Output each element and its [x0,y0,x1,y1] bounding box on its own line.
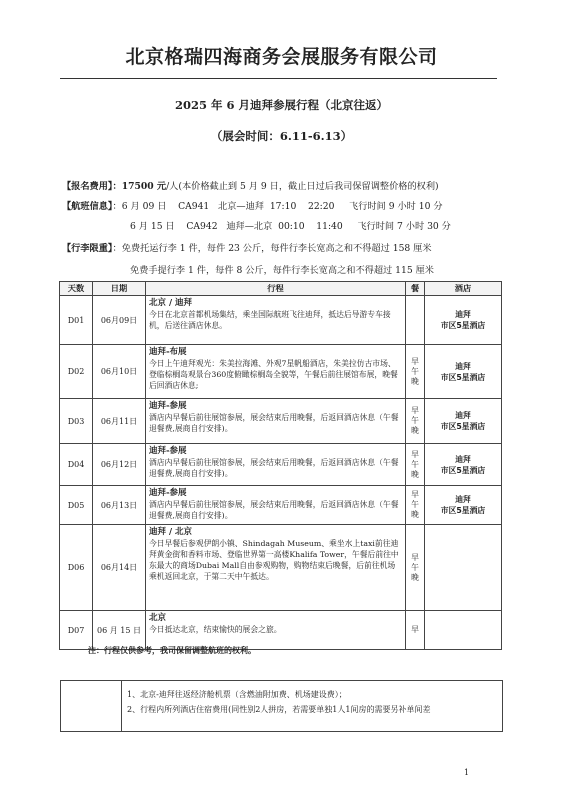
itinerary-table [59,281,502,650]
date-cell: 06月10日 [93,345,146,399]
hotel-cell: 迪拜 市区5星酒店 [425,399,502,444]
meal-cell: 早 午 晚 [406,345,425,399]
schedule-desc: 今日早餐后参观伊朗小镇、Shindagah Museum、乘坐水上taxi前往迪拜黄金街和香料市场、登临世界第一高楼Khalifa Tower，午餐后前往中东最大的商场Dubai Mall自由参观购物，购物结束后晚餐，后前往机场乘机返回北京，于第二天中午抵达。 [149,539,399,581]
header-divider [60,78,497,79]
hotel-cell: 迪拜 市区5星酒店 [425,296,502,345]
hotel-cell [425,611,502,650]
day-cell: D03 [60,399,93,444]
schedule-title: 北京 [149,613,167,623]
schedule-desc: 酒店内早餐后前往展馆参展，展会结束后用晚餐，后返回酒店休息（午餐退餐费,展商自行安排)。 [149,458,399,478]
day-cell: D05 [60,486,93,525]
schedule-cell [146,444,406,486]
schedule-desc: 今日在北京首都机场集结，乘坐国际航班飞往迪拜，抵达后导游专车接机，后送往酒店休息。 [149,310,391,330]
hotel-cell: 迪拜 市区5星酒店 [425,486,502,525]
table-row [60,444,502,486]
date-cell: 06月11日 [93,399,146,444]
schedule-title: 迪拜-参展 [149,488,187,498]
meal-cell: 早 午 晚 [406,525,425,611]
day-cell: D02 [60,345,93,399]
meal-cell: 早 午 晚 [406,486,425,525]
baggage-label: 【行李限重】 [62,243,113,254]
schedule-cell [146,296,406,345]
day-cell: D06 [60,525,93,611]
schedule-title: 迪拜 / 北京 [149,527,193,537]
inclusion-item: 2、行程内所列酒店住宿费用(同性别2人拼房，若需要单独1人1间房的需要另补单间差 [127,705,431,714]
table-row [60,345,502,399]
day-cell: D01 [60,296,93,345]
date-cell: 06月12日 [93,444,146,486]
flight-outbound: ：6 月 09 日 CA941 北京—迪拜 17:10 22:20 飞行时间 9 小时 10 分 [112,201,443,212]
schedule-cell [146,399,406,444]
schedule-cell [146,611,406,650]
header-hotel: 酒店 [425,282,502,296]
schedule-title: 迪拜-参展 [149,446,187,456]
fee-label: 【报名费用】 [62,181,113,192]
table-row [60,486,502,525]
fee-text: /人(本价格截止到 5 月 9 日，截止日过后我司保留调整价格的权利) [166,181,439,192]
baggage-line-1 [62,240,432,254]
flight-label: 【航班信息】 [62,201,113,212]
day-cell: D07 [60,611,93,650]
exhibition-dates: （展会时间：6.11-6.13） [210,129,353,143]
itinerary-note: 注：行程仅供参考，我司保留调整航班的权利。 [88,645,256,655]
date-cell: 06 月 15 日 [93,611,146,650]
schedule-title: 迪拜-参展 [149,401,187,411]
schedule-desc: 今日抵达北京，结束愉快的展会之旅。 [149,625,282,634]
schedule-cell [146,345,406,399]
hotel-cell [425,525,502,611]
table-row [60,399,502,444]
table-row [60,296,502,345]
schedule-desc: 今日上午迪拜观光：朱美拉海滩、外观7星帆船酒店，朱美拉仿古市场、登临棕榈岛观景台360度俯瞰棕榈岛全貌等，午餐后前往展馆布展，晚餐后回酒店休息; [149,359,398,390]
header-meal: 餐 [406,282,425,296]
date-cell: 06月09日 [93,296,146,345]
baggage-checked: ：免费托运行李 1 件，每件 23 公斤，每件行李长宽高之和不得超过 158 厘米 [112,243,432,254]
header-date: 日期 [93,282,146,296]
baggage-carry-on: 免费手提行李 1 件，每件 8 公斤，每件行李长宽高之和不得超过 115 厘米 [130,265,434,276]
flight-return: 6 月 15 日 CA942 迪拜—北京 00:10 11:40 飞行时间 7 小时 30 分 [130,221,451,232]
company-name: 北京格瑞四海商务会展服务有限公司 [125,46,438,68]
meal-cell: 早 午 晚 [406,399,425,444]
hotel-cell: 迪拜 市区5星酒店 [425,345,502,399]
meal-cell: 早 午 晚 [406,444,425,486]
header-schedule: 行程 [146,282,406,296]
table-row [60,611,502,650]
inclusion-item: 1、北京-迪拜往返经济舱机票（含燃油附加费、机场建设费）； [127,690,347,699]
fee-line [62,178,439,192]
page-number: 1 [464,768,470,777]
schedule-title: 北京 / 迪拜 [149,298,193,308]
date-cell: 06月14日 [93,525,146,611]
schedule-cell [146,486,406,525]
fee-amount: ：17500 元 [112,181,167,192]
date-cell: 06月13日 [93,486,146,525]
meal-cell: 早 [406,611,425,650]
flight-line-1 [62,198,443,212]
day-cell: D04 [60,444,93,486]
hotel-cell: 迪拜 市区5星酒店 [425,444,502,486]
meal-cell [406,296,425,345]
schedule-desc: 酒店内早餐后前往展馆参展，展会结束后用晚餐，后返回酒店休息（午餐退餐费,展商自行安排)。 [149,413,399,433]
itinerary-title: 2025 年 6 月迪拜参展行程（北京往返） [174,98,389,112]
inclusions-box [60,680,503,732]
schedule-desc: 酒店内早餐后前往展馆参展，展会结束后用晚餐，后返回酒店休息（午餐退餐费,展商自行安排)。 [149,500,399,520]
inclusions-label-cell [61,681,122,731]
table-header-row [60,282,502,296]
header-day: 天数 [60,282,93,296]
schedule-cell [146,525,406,611]
table-row [60,525,502,611]
schedule-title: 迪拜-布展 [149,347,187,357]
